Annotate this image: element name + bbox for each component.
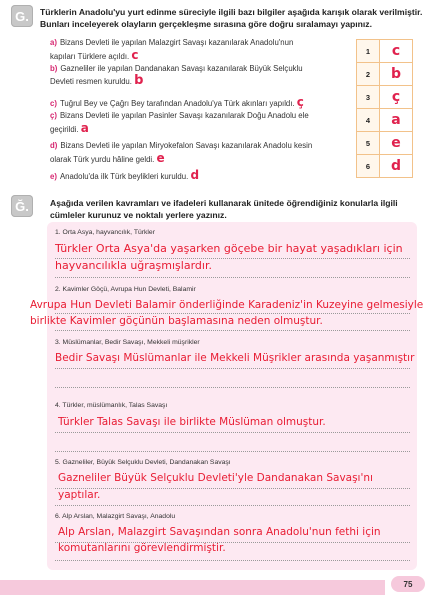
dotted-line bbox=[55, 368, 410, 369]
dotted-line bbox=[55, 258, 410, 259]
item-e: e) Anadolu'da ilk Türk beylikleri kuruldu. d bbox=[50, 168, 200, 182]
order-answer: c bbox=[391, 43, 401, 59]
order-row: 6 d bbox=[357, 155, 413, 178]
order-row: 1 c bbox=[357, 40, 413, 63]
dotted-line bbox=[55, 277, 410, 278]
item-a: a) Bizans Devleti ile yapılan Malazgirt Savaşı kazanılarak Anadolu'nun kapıları Türklere açıldı. c bbox=[50, 38, 294, 62]
section-g-badge: G. bbox=[11, 5, 33, 27]
order-answer: e bbox=[391, 135, 401, 151]
order-answer: d bbox=[390, 158, 402, 174]
question-answer-2: Avrupa Hun Devleti Balamir önderliğinde Karadeniz'in Kuzeyine gelmesiyle birlikte Kavimler göçünün başlamasına neden olmuştur. bbox=[30, 299, 424, 327]
dotted-line bbox=[55, 488, 410, 489]
order-row: 4 a bbox=[357, 109, 413, 132]
order-row: 5 e bbox=[357, 132, 413, 155]
dotted-line bbox=[55, 505, 410, 506]
question-answer-6: Alp Arslan, Malazgirt Savaşından sonra Anadolu'nun fethi için komutanlarını görevlendirmiştir. bbox=[58, 526, 381, 554]
item-c: c) Tuğrul Bey ve Çağrı Bey tarafından Anadolu'ya Türk akınları yapıldı. ç bbox=[50, 95, 304, 109]
order-row: 3 ç bbox=[357, 86, 413, 109]
dotted-line bbox=[55, 387, 410, 388]
order-answer: ç bbox=[391, 89, 401, 105]
question-answer-5: Gazneliler Büyük Selçuklu Devleti'yle Dandanakan Savaşı'nı yaptılar. bbox=[58, 472, 373, 501]
item-b: b) Gazneliler ile yapılan Dandanakan Savaşı kazanılarak Büyük Selçuklu Devleti resmen kuruldu. b bbox=[50, 64, 303, 88]
dotted-line bbox=[55, 330, 410, 331]
dotted-line bbox=[55, 560, 410, 561]
dotted-line bbox=[55, 432, 410, 433]
section-gg-instruction: Aşağıda verilen kavramları ve ifadeleri kullanarak ünitede öğrendiğiniz konularla ilgili cümleler kurunuz ve noktalı yerlere yazınız. bbox=[50, 198, 398, 220]
page-number: 75 bbox=[391, 576, 425, 592]
order-answer: b bbox=[390, 66, 402, 82]
question-prompt-6: 6. Alp Arslan, Malazgirt Savaşı, Anadolu bbox=[55, 513, 176, 520]
dotted-line bbox=[55, 313, 410, 314]
order-answer: a bbox=[391, 112, 401, 128]
item-cc: ç) Bizans Devleti ile yapılan Pasinler Savaşı kazanılarak Doğu Anadolu ele geçirildi. a bbox=[50, 111, 309, 135]
order-row: 2 b bbox=[357, 63, 413, 86]
order-table bbox=[356, 39, 413, 178]
section-g-instruction: Türklerin Anadolu'yu yurt edinme süreciyle ilgili bazı bilgiler aşağıda karışık olarak verilmiştir. Bunları inceleyerek olayların gerçekleşme sırasına göre doğru sıralamayı yapınız. bbox=[40, 7, 423, 29]
question-answer-4: Türkler Talas Savaşı ile birlikte Müslüman olmuştur. bbox=[58, 416, 326, 428]
question-prompt-3: 3. Müslümanlar, Bedir Savaşı, Mekkeli müşrikler bbox=[55, 339, 200, 346]
question-answer-3: Bedir Savaşı Müslümanlar ile Mekkeli Müşrikler arasında yaşanmıştır bbox=[55, 352, 415, 364]
question-prompt-2: 2. Kavimler Göçü, Avrupa Hun Devleti, Balamir bbox=[55, 286, 196, 293]
section-gg-badge: Ğ. bbox=[11, 195, 33, 217]
footer-band bbox=[0, 580, 385, 595]
question-prompt-1: 1. Orta Asya, hayvancılık, Türkler bbox=[55, 229, 155, 236]
question-answer-1: Türkler Orta Asya'da yaşarken göçebe bir hayat yaşadıkları için hayvancılıkla uğraşmışlardır. bbox=[55, 242, 403, 272]
item-d: d) Bizans Devleti ile yapılan Miryokefalon Savaşı kazanılarak Anadolu kesin olarak Türk yurdu hâline geldi. e bbox=[50, 141, 313, 165]
dotted-line bbox=[55, 542, 410, 543]
question-prompt-4: 4. Türkler, müslümanlık, Talas Savaşı bbox=[55, 402, 168, 409]
dotted-line bbox=[55, 451, 410, 452]
question-prompt-5: 5. Gazneliler, Büyük Selçuklu Devleti, Dandanakan Savaşı bbox=[55, 459, 231, 466]
